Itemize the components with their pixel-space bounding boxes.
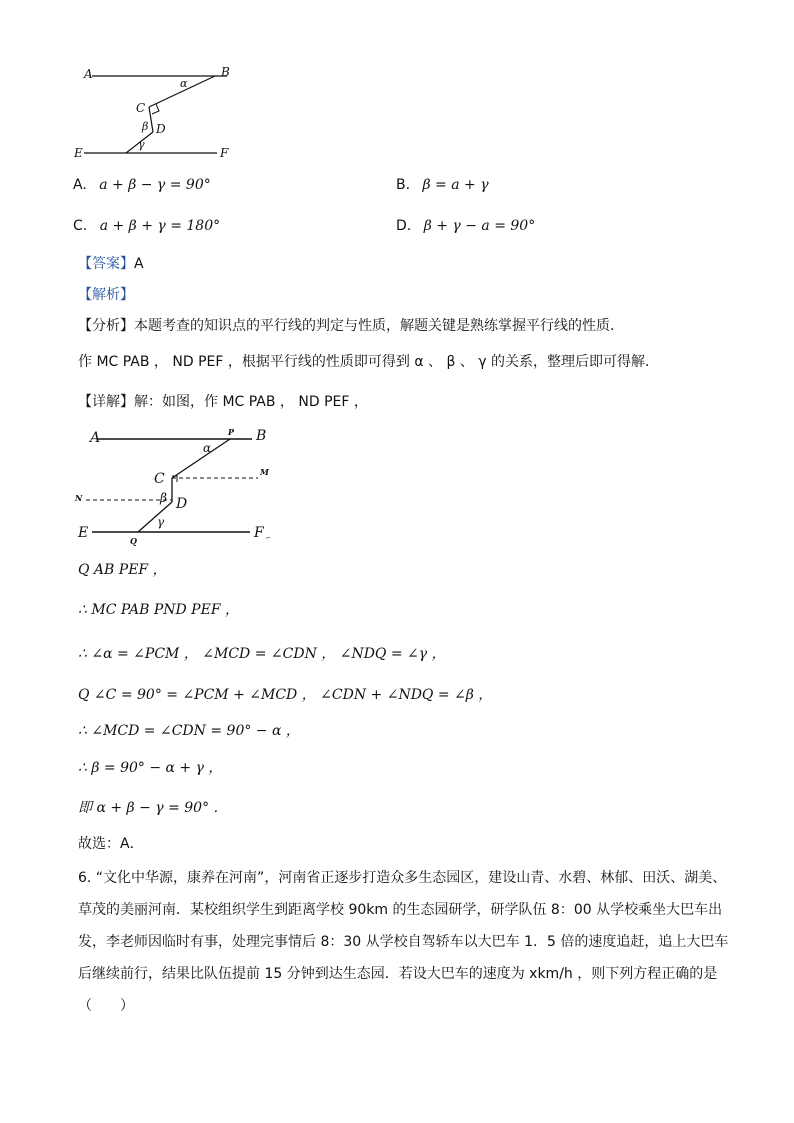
option-a-label: A. <box>73 177 87 193</box>
segment-dq <box>138 502 172 532</box>
step-3: ∴ ∠α = ∠PCM ， ∠MCD = ∠CDN ， ∠NDQ = ∠γ ， <box>78 646 446 662</box>
label-p: P <box>228 427 235 437</box>
step-1: Q AB PEF ， <box>78 562 167 578</box>
label-gamma: γ <box>157 515 165 529</box>
label-beta: β <box>142 120 149 133</box>
figure-2 <box>72 420 282 550</box>
option-d-label: D. <box>396 218 412 234</box>
option-c <box>73 216 220 236</box>
option-b <box>396 175 489 195</box>
label-e: E <box>78 525 89 541</box>
label-n: N <box>75 493 83 503</box>
option-b-expr: β = a + γ <box>422 177 489 193</box>
answer-value: A <box>134 256 144 272</box>
label-b: B <box>256 428 267 444</box>
label-a: A <box>90 430 101 446</box>
step-4: Q ∠C = 90° = ∠PCM + ∠MCD ， ∠CDN + ∠NDQ = ∠β ， <box>78 687 493 703</box>
conclusion: 故选：A． <box>78 836 144 852</box>
answer-line <box>78 254 144 274</box>
label-alpha: α <box>180 77 188 90</box>
label-c: C <box>154 471 165 487</box>
option-c-expr: a + β + γ = 180° <box>99 218 221 234</box>
fenxi-tag: 【分析】 <box>78 318 134 334</box>
construct-line: 作 MC PAB ， ND PEF ，根据平行线的性质即可得到 α 、 β 、 γ 的关系，整理后即可得解． <box>78 354 660 370</box>
option-b-label: B. <box>396 177 411 193</box>
label-b: B <box>221 65 230 79</box>
detail-line <box>78 392 368 412</box>
label-beta: β <box>160 491 167 505</box>
option-d <box>396 216 535 236</box>
segment-pc <box>172 439 230 478</box>
label-alpha: α <box>203 441 212 455</box>
fenxi-text: 本题考查的知识点的平行线的判定与性质，解题关键是熟练掌握平行线的性质． <box>134 318 624 334</box>
step-2: ∴ MC PAB PND PEF ， <box>78 602 239 618</box>
detail-tag: 【详解】 <box>78 394 134 410</box>
option-a-expr: a + β − γ = 90° <box>99 177 211 193</box>
analysis-heading <box>78 285 134 305</box>
option-a <box>73 175 211 195</box>
option-c-label: C. <box>73 218 88 234</box>
label-q: Q <box>130 536 137 546</box>
option-d-expr: β + γ − a = 90° <box>423 218 536 234</box>
label-m: M <box>260 467 269 477</box>
analysis-tag: 【解析】 <box>78 287 134 303</box>
question-6: 6. “文化中华源，康养在河南”，河南省正逐步打造众多生态园区，建设山青、水碧、林郁、田沃、湖美、草茂的美丽河南．某校组织学生到距离学校 90km 的生态园研学，研学队伍 8：00 从学校乘坐大巴车出发，李老师因临时有事，处理完事情后 8：30 从学校自驾轿车以大巴车 1．5 倍的速度追赶，追上大巴车后继续前行，结果比队伍提前 15 分钟到达生态园．若设大巴车的速度为 xkm/h ，则下列方程正确的是（ ） <box>78 870 729 1014</box>
answer-tag: 【答案】 <box>78 256 134 272</box>
mark-small: ⌐ <box>266 535 272 542</box>
step-6: ∴ β = 90° − α + γ ， <box>78 760 223 776</box>
label-a: A <box>84 67 93 81</box>
step-7: 即 α + β − γ = 90° ． <box>78 800 228 816</box>
segment-cd <box>149 107 153 132</box>
label-d: D <box>176 496 188 512</box>
label-d: D <box>156 122 166 136</box>
figure-1 <box>70 62 250 167</box>
label-f: F <box>254 525 264 541</box>
label-gamma: γ <box>138 138 145 151</box>
detail-text: 解：如图，作 MC PAB ， ND PEF ， <box>134 394 368 410</box>
label-f: F <box>220 146 229 160</box>
label-c: C <box>136 101 146 115</box>
label-e: E <box>74 146 83 160</box>
fenxi-line <box>78 316 624 336</box>
step-5: ∴ ∠MCD = ∠CDN = 90° − α ， <box>78 723 300 739</box>
